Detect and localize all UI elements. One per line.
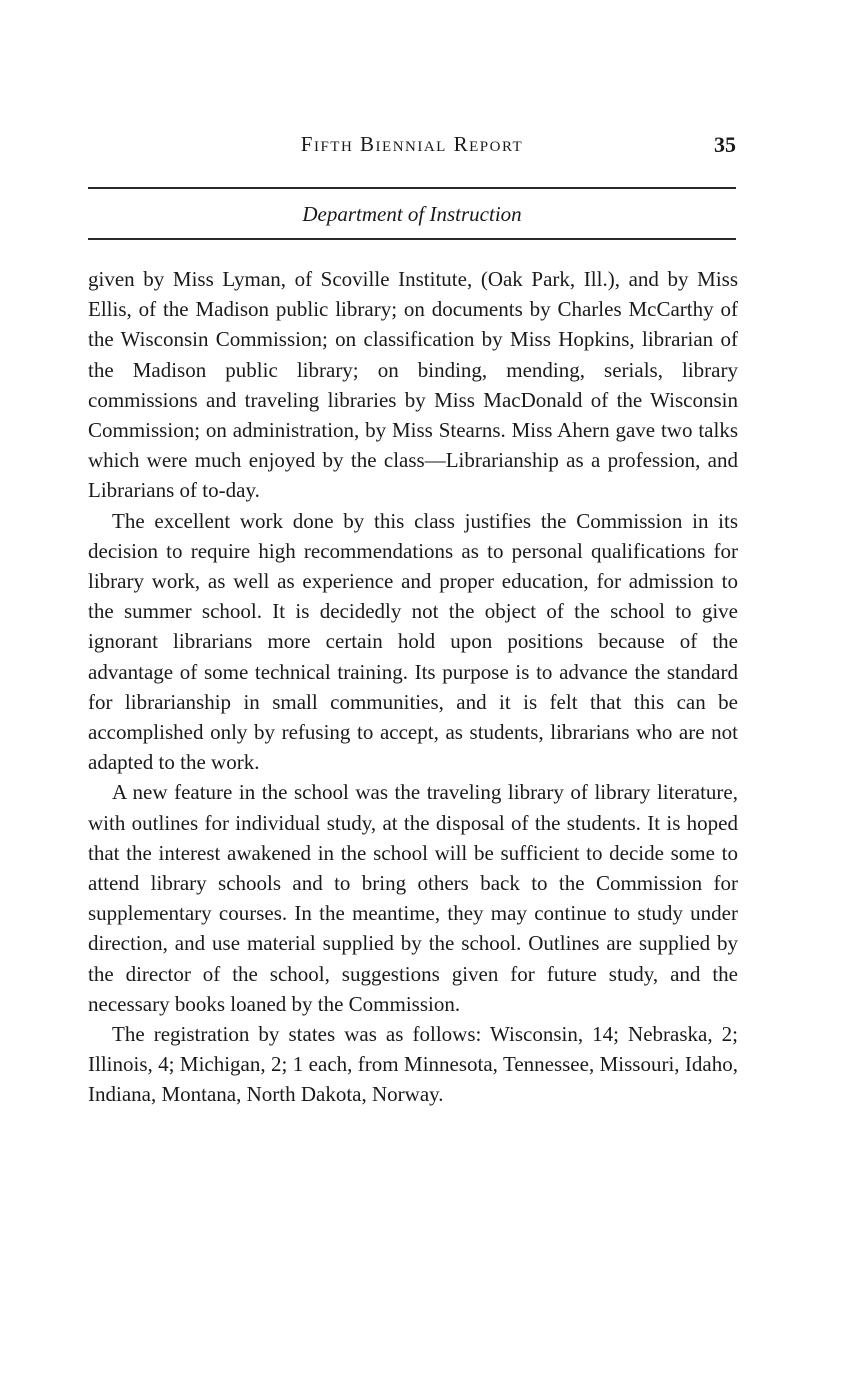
paragraph-continued: given by Miss Lyman, of Scoville Institute, (Oak Park, Ill.), and by Miss Ellis, of the Madison public library; on documents by Charles McCarthy of the Wisconsin Commission; on classification by Miss Hopkins, librarian of the Madison public library; on binding, mending, serials, library commissions and traveling libraries by Miss MacDonald of the Wisconsin Commission; on administration, by Miss Stearns. Miss Ahern gave two talks which were much enjoyed by the class—Librarianship as a profession, and Librarians of to-day. (88, 267, 738, 503)
body-text (88, 264, 738, 1110)
header-rule-top (88, 187, 736, 189)
paragraph: The excellent work done by this class justifies the Commission in its decision to require high recommendations as to personal qualifications for library work, as well as experience and proper education, for admission to the summer school. It is decidedly not the object of the school to give ignorant librarians more certain hold upon positions because of the advantage of some technical training. Its purpose is to advance the standard for librarianship in small communities, and it is felt that this can be accomplished only by refusing to accept, as students, librarians who are not adapted to the work. (88, 508, 738, 775)
page-number: 35 (714, 132, 736, 157)
running-title: Fifth Biennial Report (300, 132, 524, 156)
header-rule-bottom (88, 238, 736, 240)
paragraph: A new feature in the school was the traveling library of library literature, with outlines for individual study, at the disposal of the students. It is hoped that the interest awakened in the school will be sufficient to decide some to attend library schools and to bring others back to the Commission for supplementary courses. In the meantime, they may continue to study under direction, and use material supplied by the school. Outlines are supplied by the director of the school, suggestions given for future study, and the necessary books loaned by the Commission. (88, 780, 738, 1016)
running-header (88, 132, 736, 162)
section-heading: Department of Instruction (302, 202, 522, 226)
paragraph: The registration by states was as follows: Wisconsin, 14; Nebraska, 2; Illinois, 4; Michigan, 2; 1 each, from Minnesota, Tennessee, Missouri, Idaho, Indiana, Montana, North Dakota, Norway. (88, 1022, 738, 1107)
